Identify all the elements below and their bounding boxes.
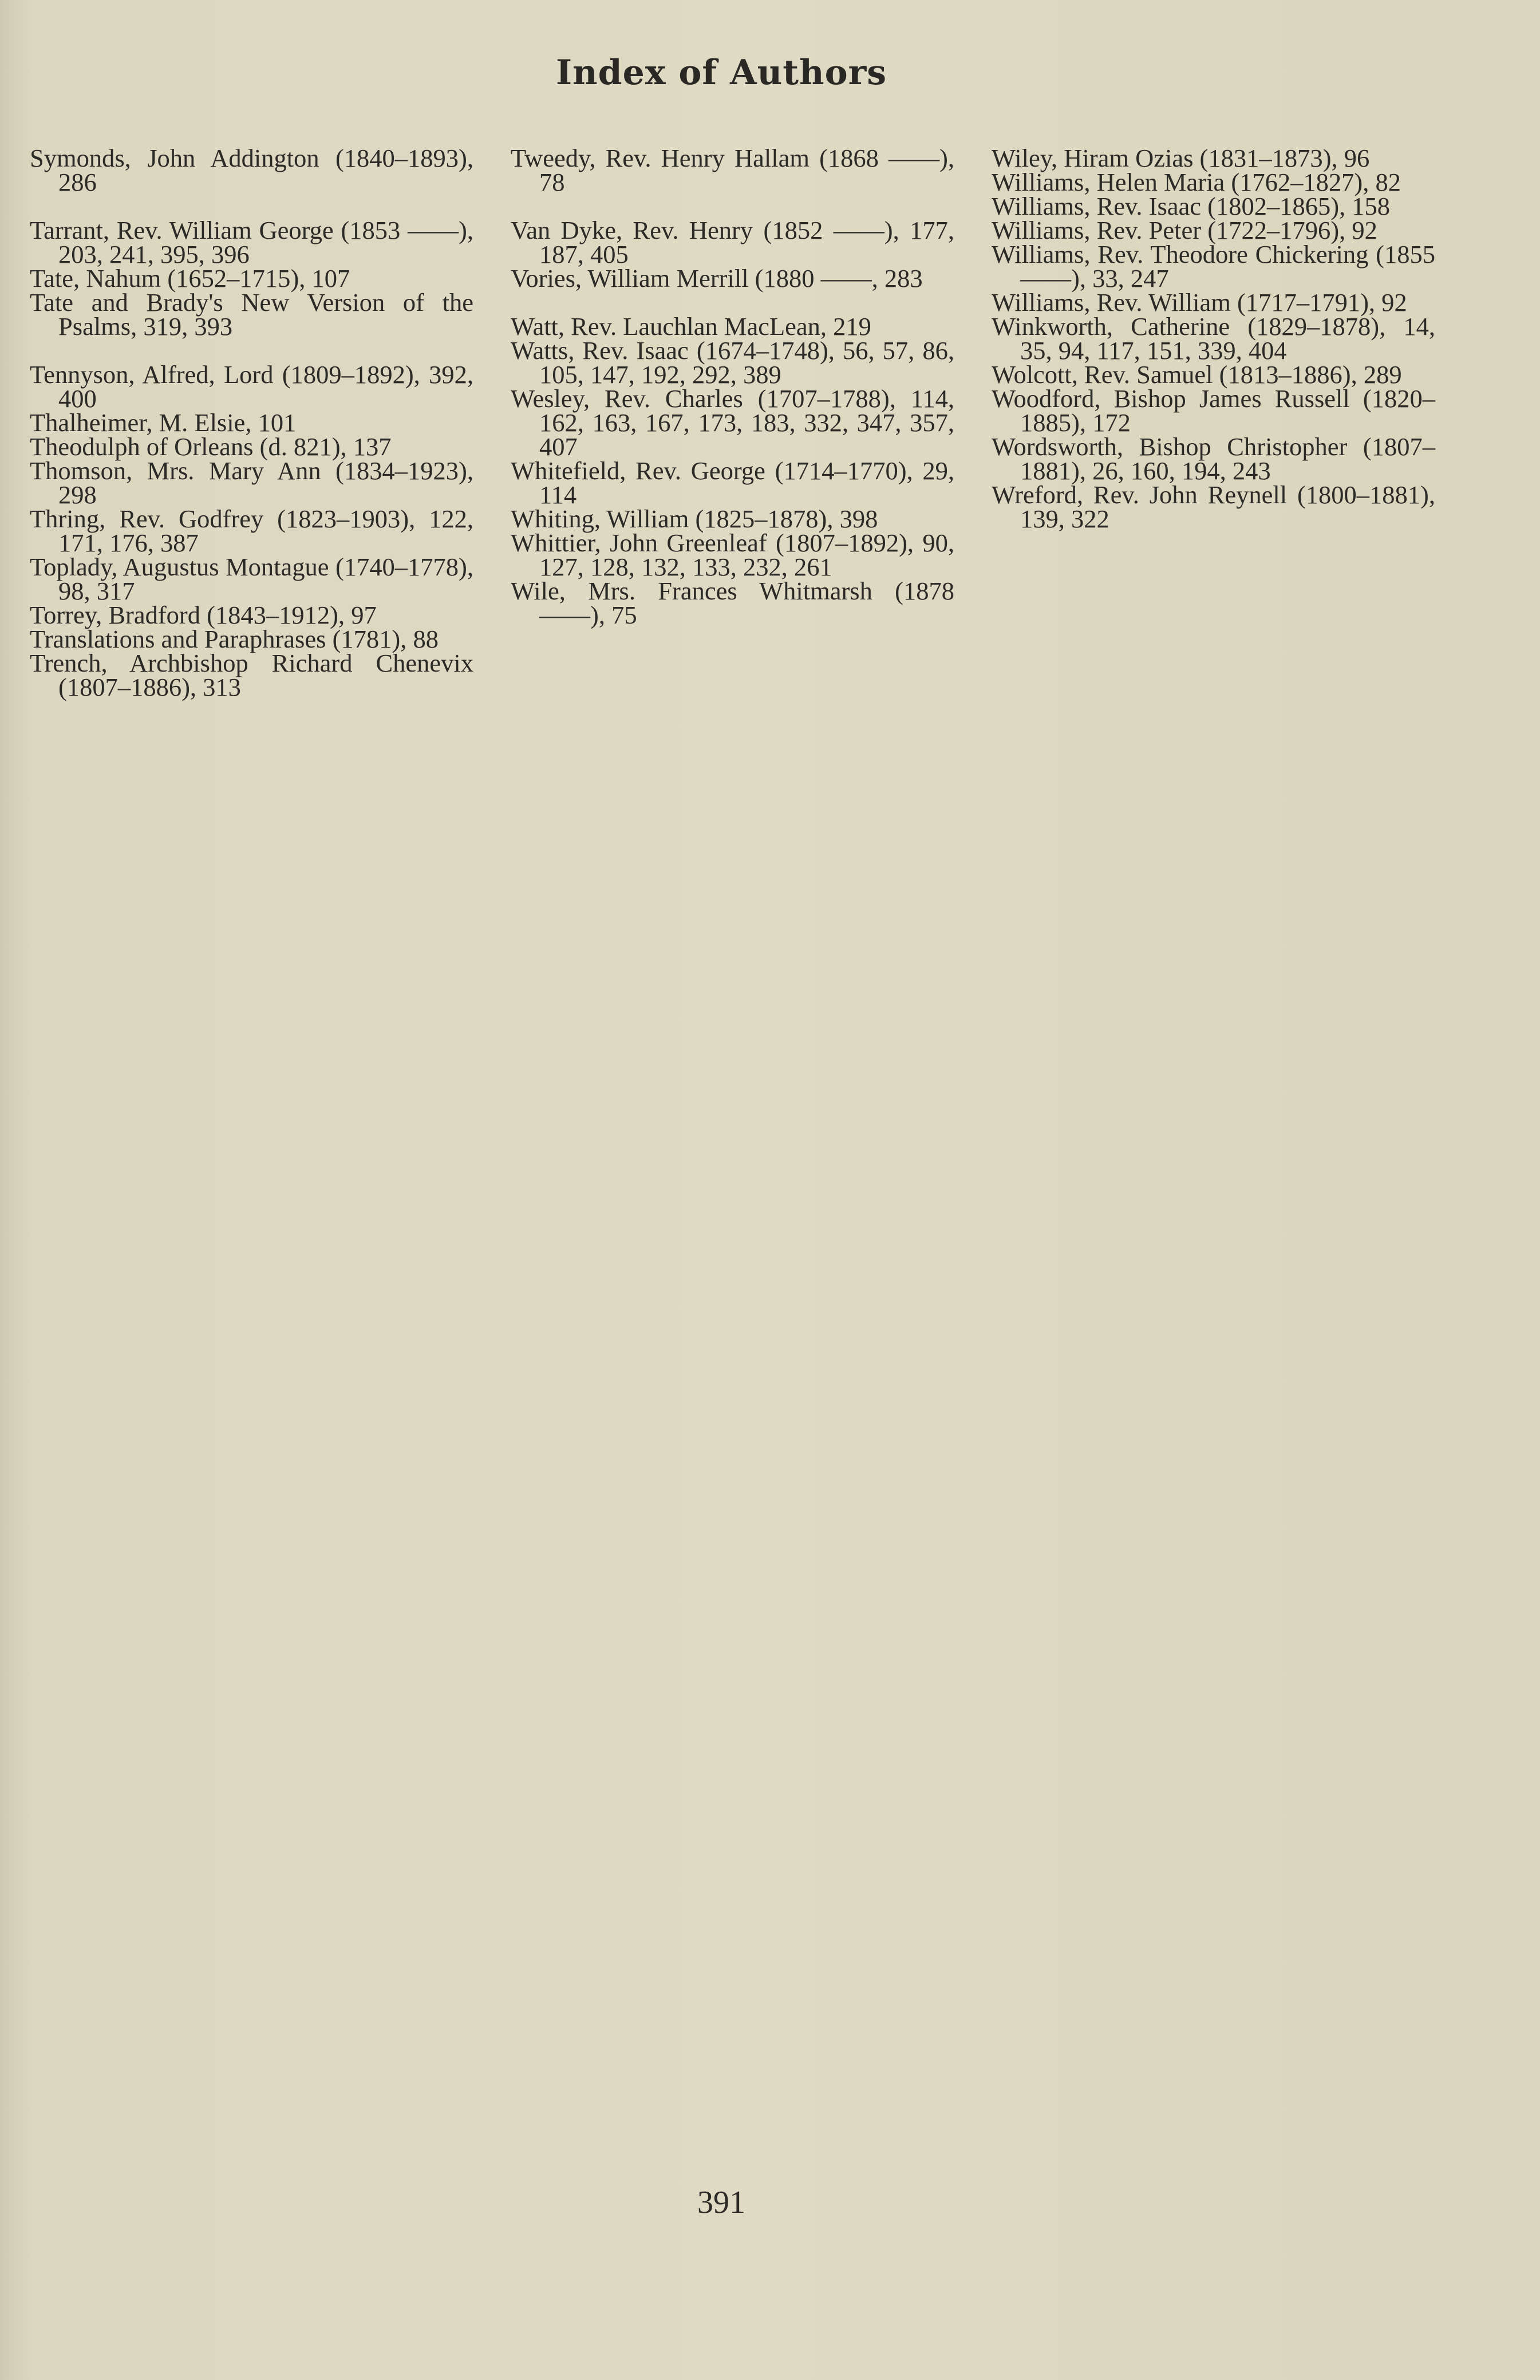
index-entry: Wolcott, Rev. Samuel (1813–1886), 289 bbox=[992, 360, 1402, 389]
index-entry: Wesley, Rev. Charles (1707–1788), 114, 162, 163, 167, 173, 183, 332, 347, 357, 407 bbox=[511, 384, 954, 461]
index-entry: Thalheimer, M. Elsie, 101 bbox=[30, 408, 297, 437]
index-entry: Vories, William Merrill (1880 ——, 283 bbox=[511, 264, 923, 293]
index-entry: Tweedy, Rev. Henry Hallam (1868 ——), 78 bbox=[511, 144, 954, 196]
index-entry: Winkworth, Catherine (1829–1878), 14, 35, 94, 117, 151, 339, 404 bbox=[992, 312, 1435, 365]
index-entry: Watts, Rev. Isaac (1674–1748), 56, 57, 86, 105, 147, 192, 292, 389 bbox=[511, 336, 954, 389]
index-entry: Van Dyke, Rev. Henry (1852 ——), 177, 187, 405 bbox=[511, 216, 954, 269]
index-entry: Trench, Archbishop Richard Chenevix (1807–1886), 313 bbox=[30, 649, 473, 701]
index-entry: Whiting, William (1825–1878), 398 bbox=[511, 504, 878, 533]
page-title: Index of Authors bbox=[555, 53, 887, 93]
index-entry: Wreford, Rev. John Reynell (1800–1881), 139, 322 bbox=[992, 480, 1435, 533]
index-entry: Watt, Rev. Lauchlan MacLean, 219 bbox=[511, 312, 871, 341]
index-entry: Thomson, Mrs. Mary Ann (1834–1923), 298 bbox=[30, 456, 473, 509]
index-entry: Woodford, Bishop James Russell (1820–1885), 172 bbox=[992, 384, 1435, 437]
index-entry: Williams, Helen Maria (1762–1827), 82 bbox=[992, 168, 1401, 196]
index-entry: Wiley, Hiram Ozias (1831–1873), 96 bbox=[992, 144, 1370, 172]
index-entry: Williams, Rev. Theodore Chickering (1855 ——), 33, 247 bbox=[992, 240, 1435, 293]
index-entry: Translations and Paraphrases (1781), 88 bbox=[30, 625, 439, 653]
index-entry: Torrey, Bradford (1843–1912), 97 bbox=[30, 601, 377, 629]
index-column-1 bbox=[30, 146, 473, 699]
index-entry: Tennyson, Alfred, Lord (1809–1892), 392, 400 bbox=[30, 360, 473, 413]
index-entry: Tarrant, Rev. William George (1853 ——), 203, 241, 395, 396 bbox=[30, 216, 473, 269]
index-entry: Williams, Rev. William (1717–1791), 92 bbox=[992, 288, 1407, 317]
index-entry: Tate and Brady's New Version of the Psalms, 319, 393 bbox=[30, 288, 473, 341]
page-number: 391 bbox=[697, 2185, 745, 2220]
index-entry: Thring, Rev. Godfrey (1823–1903), 122, 171, 176, 387 bbox=[30, 504, 473, 557]
index-entry: Toplady, Augustus Montague (1740–1778), 98, 317 bbox=[30, 552, 473, 605]
index-entry: Symonds, John Addington (1840–1893), 286 bbox=[30, 144, 473, 196]
index-column-2 bbox=[511, 146, 954, 627]
index-entry: Wordsworth, Bishop Christopher (1807–1881), 26, 160, 194, 243 bbox=[992, 432, 1435, 485]
index-entry: Theodulph of Orleans (d. 821), 137 bbox=[30, 432, 392, 461]
index-entry: Wile, Mrs. Frances Whitmarsh (1878 ——), 75 bbox=[511, 577, 954, 629]
index-column-3 bbox=[992, 146, 1435, 531]
index-entry: Whittier, John Greenleaf (1807–1892), 90, 127, 128, 132, 133, 232, 261 bbox=[511, 528, 954, 581]
index-entry: Williams, Rev. Peter (1722–1796), 92 bbox=[992, 216, 1377, 244]
index-entry: Tate, Nahum (1652–1715), 107 bbox=[30, 264, 350, 293]
index-entry: Williams, Rev. Isaac (1802–1865), 158 bbox=[992, 192, 1391, 220]
index-entry: Whitefield, Rev. George (1714–1770), 29, 114 bbox=[511, 456, 954, 509]
